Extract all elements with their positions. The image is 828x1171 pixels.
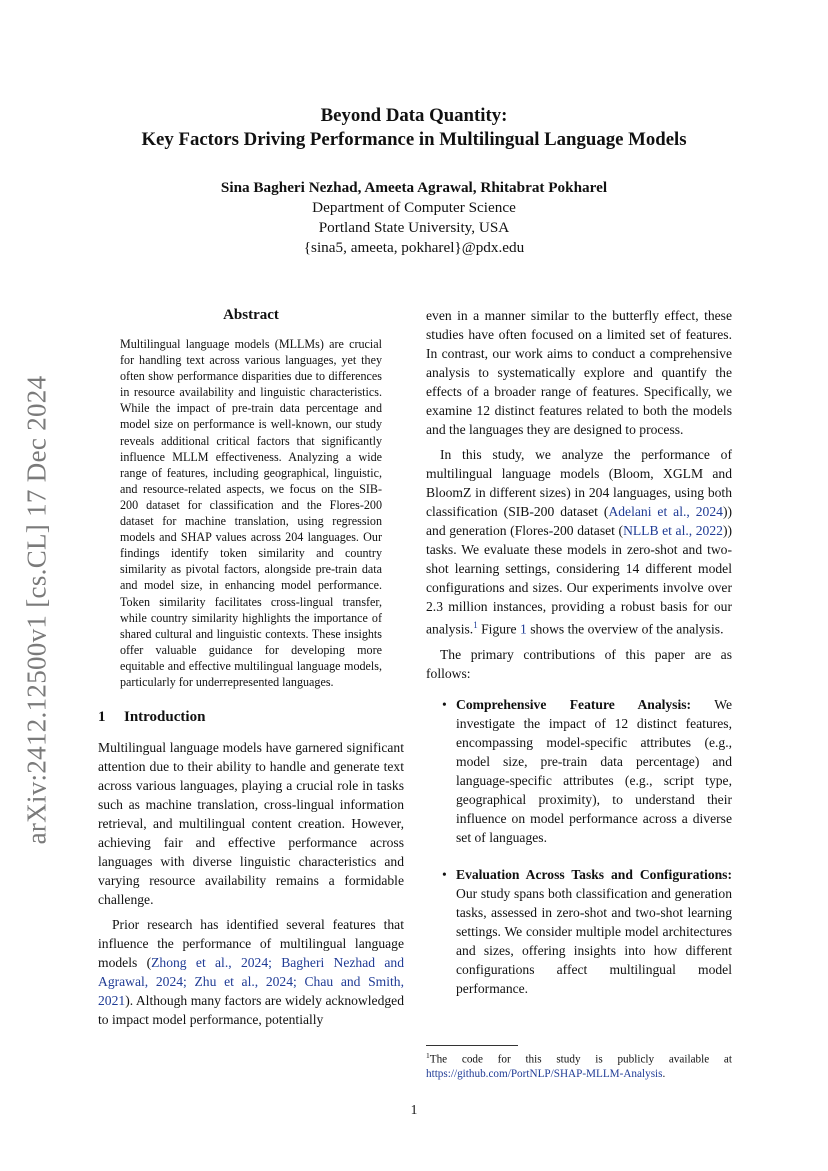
p3-text-c: )) tasks. We evaluate these models in zero-shot and two-shot learning settings, considering 14 different model configurations and sizes. Our experiments involve over 2.3 million instances, providing a robust basis for our analysis. — [426, 523, 732, 637]
contribution-title: Evaluation Across Tasks and Configurations: — [456, 866, 732, 882]
intro-paragraph-continued: even in a manner similar to the butterfly effect, these studies have often focused on a limited set of features. In contrast, our work aims to conduct a comprehensive analysis to systematically explore and quantify the effects of a broader range of features. Specifically, we examine 12 distinct features related to both the models and the languages they are designed to process. — [426, 308, 732, 437]
arxiv-identifier — [14, 365, 60, 855]
intro-p2-text-b: ). Although many factors are widely acknowledged to impact model performance, potentially — [98, 993, 404, 1028]
intro-paragraph-3 — [426, 445, 732, 639]
author-block — [80, 178, 748, 258]
citation-link-nllb[interactable]: NLLB et al., 2022 — [623, 523, 723, 538]
footnote — [426, 1049, 732, 1082]
section-heading-introduction — [98, 708, 404, 726]
section-number: 1 — [98, 709, 106, 726]
left-column — [98, 300, 404, 1029]
author-university: Portland State University, USA — [318, 219, 510, 236]
list-item — [426, 695, 732, 847]
citation-link-adelani[interactable]: Adelani et al., 2024 — [608, 504, 723, 519]
section-title: Introduction — [124, 709, 206, 726]
paper-title — [80, 104, 748, 152]
author-names: Sina Bagheri Nezhad, Ameeta Agrawal, Rhitabrat Pokharel — [220, 179, 608, 196]
footnote-divider — [426, 1045, 518, 1046]
footnote-end: . — [662, 1068, 666, 1081]
contribution-text: We investigate the impact of 12 distinct features, encompassing model-specific attributes (e.g., model size, pre-train data percentage) and language-specific attributes (e.g., script type, geographical proximity), to understand their influence on model performance across a diverse set of languages. — [456, 696, 732, 845]
bullet-icon: • — [442, 696, 447, 712]
contributions-list — [426, 695, 732, 998]
title-line-2: Key Factors Driving Performance in Multilingual Language Models — [141, 129, 687, 150]
p3-text-d: Figure — [477, 621, 520, 637]
bullet-icon: • — [442, 866, 447, 882]
figure-reference-link[interactable]: 1 — [520, 621, 527, 637]
intro-paragraph-2 — [98, 915, 404, 1029]
p3-text-b: )) and generation (Flores-200 dataset ( — [426, 504, 732, 538]
p3-text-a: In this study, we analyze the performance of multilingual language models (Bloom, XGLM and BloomZ in different sizes) in 204 languages, using both classification (SIB-200 dataset ( — [426, 447, 732, 519]
abstract-text: Multilingual language models (MLLMs) are crucial for handling text across various languages, yet they often show performance disparities due to differences in resource availability and linguistic characteristics. While the impact of pre-train data percentage and model size on performance is well-known, our study reveals additional critical factors that significantly influence MLLM effectiveness. Analyzing a wide range of features, including geographical, linguistic, and resource-related aspects, we focus on the SIB-200 dataset for classification and the Flores-200 dataset for machine translation, using regression models and SHAP values across 204 languages. Our findings identify token similarity and country similarity as pivotal factors, alongside pre-train data and model size, in enhancing model performance. Token similarity facilitates cross-lingual transfer, while country similarity highlights the importance of shared cultural and linguistic contexts. These insights offer valuable guidance for developing more equitable and effective multilingual language models, particularly for underrepresented languages. — [120, 337, 382, 689]
footnote-url-link[interactable]: https://github.com/PortNLP/SHAP-MLLM-Analysis — [426, 1068, 663, 1081]
intro-p2-text-a: Prior research has identified several features that influence the performance of multilingual language models ( — [98, 917, 404, 971]
footnote-text: The code for this study is publicly available at — [429, 1053, 732, 1066]
author-email: {sina5, ameeta, pokharel}@pdx.edu — [303, 239, 525, 256]
contribution-text: Our study spans both classification and generation tasks, assessed in zero-shot and two-shot learning settings. We consider multiple model architectures and sizes, offering insights into how different configurations affect multilingual model performance. — [456, 885, 732, 996]
page-number: 1 — [410, 1102, 418, 1117]
list-item — [426, 865, 732, 998]
footnote-marker[interactable]: 1 — [473, 620, 478, 630]
author-department: Department of Computer Science — [312, 199, 516, 216]
p3-text-e: shows the overview of the analysis. — [526, 621, 724, 637]
title-line-1: Beyond Data Quantity: — [320, 105, 508, 126]
contribution-title: Comprehensive Feature Analysis: — [456, 696, 692, 712]
right-column — [426, 306, 732, 1016]
intro-paragraph-1: Multilingual language models have garnered significant attention due to their ability to handle and generate text across various languages, playing a crucial role in tasks such as machine translation, cross-lingual information retrieval, and multilingual content creation. However, achieving fair and effective performance across languages with diverse linguistic characteristics and varying resource availability remains a formidable challenge. — [98, 740, 404, 908]
footnote-number: 1 — [426, 1051, 430, 1060]
intro-paragraph-4: The primary contributions of this paper are as follows: — [426, 646, 732, 681]
citation-link-related-work[interactable]: Zhong et al., 2024; Bagheri Nezhad and Agrawal, 2024; Zhu et al., 2024; Chau and Smith, 2021 — [98, 955, 404, 1009]
abstract-heading: Abstract — [223, 307, 279, 323]
arxiv-identifier-text: arXiv:2412.12500v1 [cs.CL] 17 Dec 2024 — [21, 375, 52, 845]
